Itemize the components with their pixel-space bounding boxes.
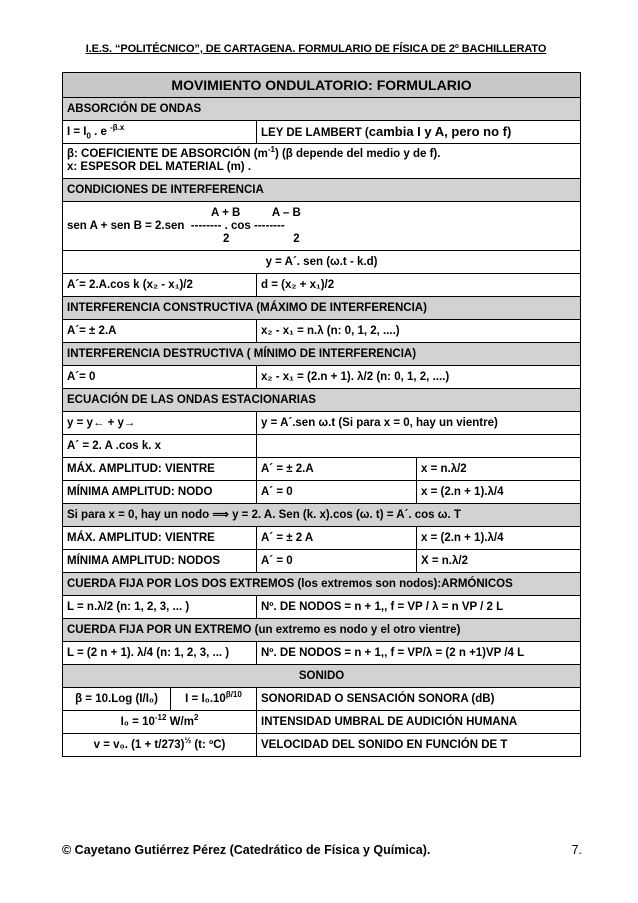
max-amp-value-2: A´ = ± 2 A [257,527,417,550]
section-interferencia: CONDICIONES DE INTERFERENCIA [63,179,581,202]
absorption-formula: $I = I_0$ . e $^{-\beta.x}$ [63,121,257,144]
min-amp-label-2: MÍNIMA AMPLITUD: NODOS [63,550,257,573]
destructive-condition: x₂ - x₁ = (2.n + 1). λ/2 (n: 0, 1, 2, ....) [257,366,581,389]
beta-formula: β = 10.Log (I/I₀) [63,688,171,711]
page-title: MOVIMIENTO ONDULATORIO: FORMULARIO [63,73,581,98]
lambert-law: LEY DE LAMBERT (cambia I y A, pero no f) [257,121,581,144]
min-amp-position: x = (2.n + 1).λ/4 [417,481,581,504]
min-amp-position-2: X = n.λ/2 [417,550,581,573]
threshold-label: INTENSIDAD UMBRAL DE AUDICIÓN HUMANA [257,711,581,734]
section-constructiva: INTERFERENCIA CONSTRUCTIVA (MÁXIMO DE INTERFERENCIA) [63,297,581,320]
threshold-formula: $I_0 = 10^{-12}$ $W/m^2$ [63,711,257,734]
wave-equation: y = A´. sen (ω.t - k.d) [63,251,581,274]
string-length-one: L = (2 n + 1). λ/4 (n: 1, 2, 3, ... ) [63,642,257,665]
min-amp-value: A´ = 0 [257,481,417,504]
max-amp-label-2: MÁX. AMPLITUD: VIENTRE [63,527,257,550]
constructive-amplitude: A´= ± 2.A [63,320,257,343]
amplitude-equation: A´= 2.A.cos k (x₂ - x₁)/2 [63,274,257,297]
document-footer [62,843,582,857]
section-sonido: SONIDO [63,665,581,688]
string-length-both: L = n.λ/2 (n: 1, 2, 3, ... ) [63,596,257,619]
sum-identity: A + B A – B sen A + sen B = 2.sen -------- . cos -------- 2 2 [63,202,581,251]
document-header: I.E.S. “POLITÉCNICO”, DE CARTAGENA. FORMULARIO DE FÍSICA DE 2º BACHILLERATO [85,43,547,55]
max-amp-value: A´ = ± 2.A [257,458,417,481]
standing-sum: y = y← + y→ [63,412,257,435]
section-cuerda-dos-extremos: CUERDA FIJA POR LOS DOS EXTREMOS (los extremos son nodos):ARMÓNICOS [63,573,581,596]
section-estacionarias: ECUACIÓN DE LAS ONDAS ESTACIONARIAS [63,389,581,412]
standing-amplitude: A´ = 2. A .cos k. x [63,435,257,458]
max-amp-position: x = n.λ/2 [417,458,581,481]
destructive-amplitude: A´= 0 [63,366,257,389]
nodes-one: Nº. DE NODOS = n + 1,, f = VP/λ = (2 n +1)VP /4 L [257,642,581,665]
intensity-formula: $I = I_0.10^{\beta/10}$ [171,688,257,711]
section-cuerda-un-extremo: CUERDA FIJA POR UN EXTREMO (un extremo es nodo y el otro vientre) [63,619,581,642]
max-amp-label: MÁX. AMPLITUD: VIENTRE [63,458,257,481]
nodes-both: Nº. DE NODOS = n + 1,, f = VP / λ = n VP / 2 L [257,596,581,619]
constructive-condition: x₂ - x₁ = n.λ (n: 0, 1, 2, ....) [257,320,581,343]
formula-table [62,72,581,757]
max-amp-position-2: x = (2.n + 1).λ/4 [417,527,581,550]
min-amp-value-2: A´ = 0 [257,550,417,573]
section-destructiva: INTERFERENCIA DESTRUCTIVA ( MÍNIMO DE INTERFERENCIA) [63,343,581,366]
section-absorcion: ABSORCIÓN DE ONDAS [63,98,581,121]
sound-speed-label: VELOCIDAD DEL SONIDO EN FUNCIÓN DE T [257,734,581,757]
standing-equation: y = A´.sen ω.t (Si para x = 0, hay un vientre) [257,412,581,435]
footer-author: © Cayetano Gutiérrez Pérez (Catedrático de Física y Química). [62,843,431,857]
sonoridad-label: SONORIDAD O SENSACIÓN SONORA (dB) [257,688,581,711]
distance-equation: d = (x₂ + x₁)/2 [257,274,581,297]
min-amp-label: MÍNIMA AMPLITUD: NODO [63,481,257,504]
absorption-definitions: β: COEFICIENTE DE ABSORCIÓN $(m^{-1})$ (β depende del medio y de f). x: ESPESOR DEL MATERIAL (m) . [63,144,581,179]
sound-speed-formula: v = v₀. $(1 + t/273)^{\frac{1}{2}}$ (t: ºC) [63,734,257,757]
page-number: 7. [571,843,582,857]
node-case-line: Si para x = 0, hay un nodo ⟹ y = 2. A. Sen (k. x).cos (ω. t) = A´. cos ω. T [63,504,581,527]
empty-cell [257,435,581,458]
